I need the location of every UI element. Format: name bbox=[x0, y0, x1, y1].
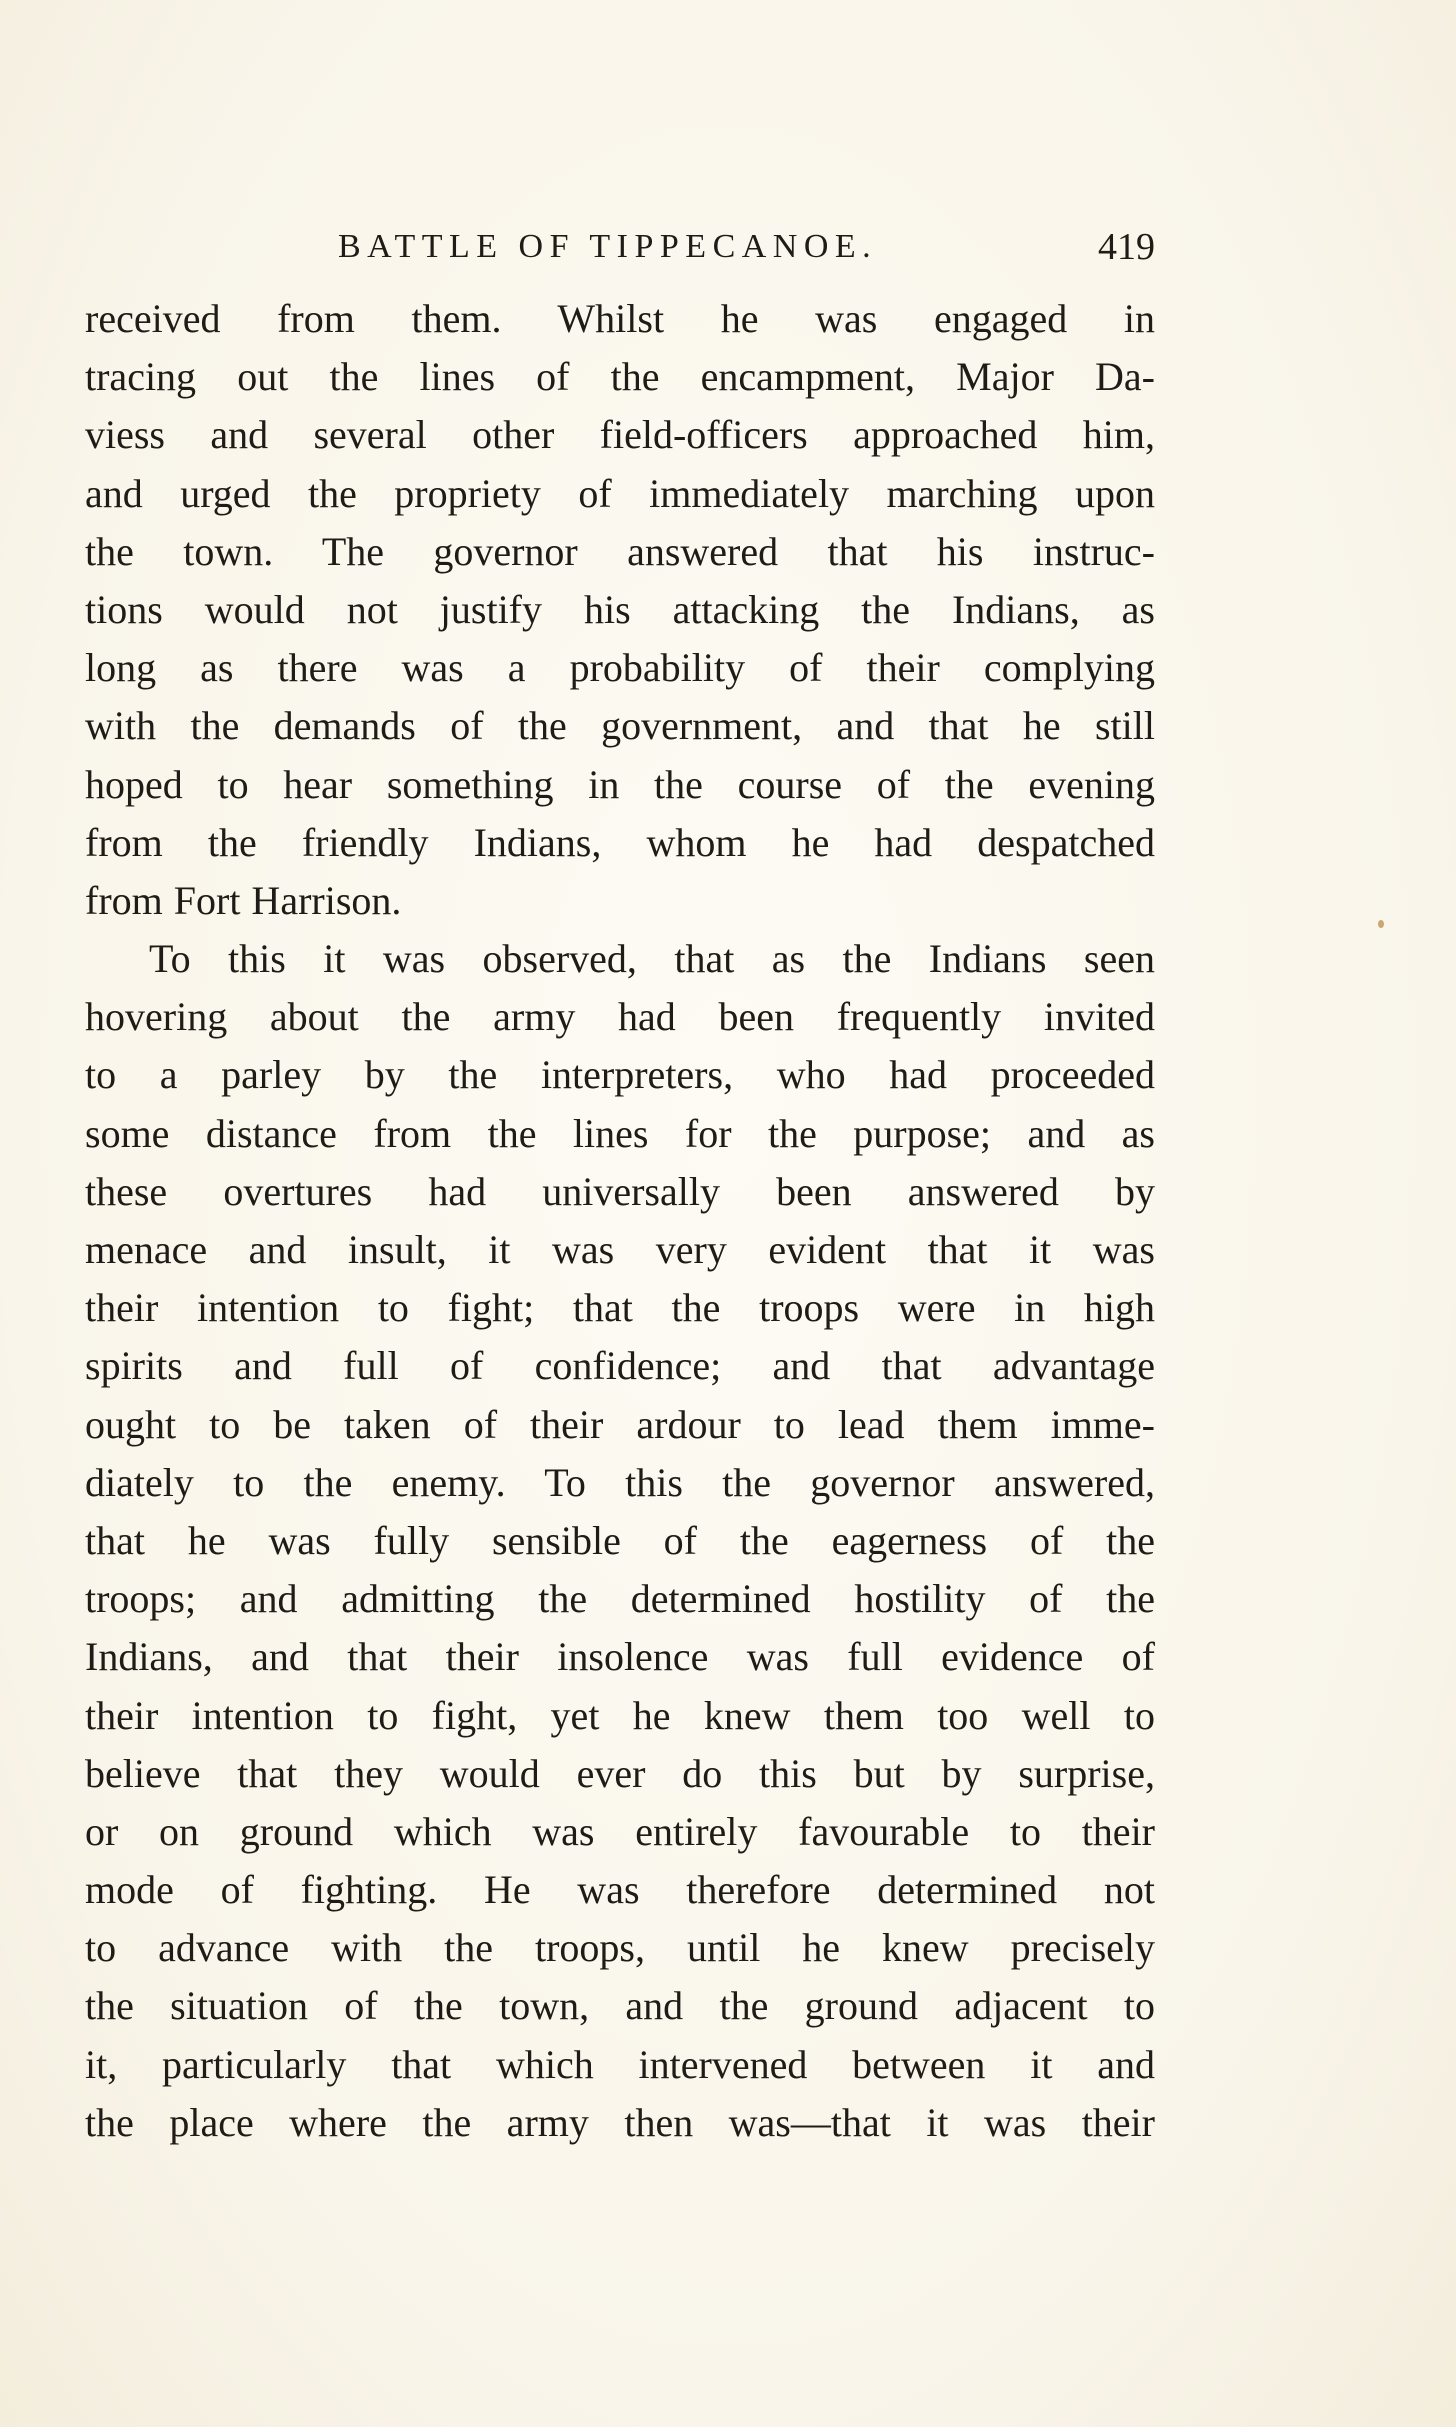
page-number: 419 bbox=[1098, 226, 1155, 268]
text-line: viess and several other field-officers approached him, bbox=[85, 412, 1155, 458]
text-line: or on ground which was entirely favourable to their bbox=[85, 1808, 1155, 1854]
text-line: spirits and full of confidence; and that advantage bbox=[85, 1343, 1155, 1389]
text-line: menace and insult, it was very evident that it was bbox=[85, 1227, 1155, 1272]
text-line: it, particularly that which intervened between it and bbox=[85, 2041, 1155, 2087]
text-line: mode of fighting. He was therefore determined not bbox=[85, 1867, 1155, 1913]
text-line: troops; and admitting the determined hostility of the bbox=[85, 1576, 1155, 1622]
text-line: their intention to fight, yet he knew them too well to bbox=[85, 1692, 1155, 1738]
text-line: tracing out the lines of the encampment, Major Da- bbox=[85, 354, 1155, 400]
text-line: from Fort Harrison. bbox=[85, 877, 402, 923]
text-line: from the friendly Indians, whom he had despatched bbox=[85, 819, 1155, 865]
text-line: believe that they would ever do this but by surprise, bbox=[85, 1750, 1155, 1796]
text-line: some distance from the lines for the purpose; and as bbox=[85, 1110, 1155, 1156]
text-line: the town. The governor answered that his instruc- bbox=[85, 528, 1155, 574]
text-line: Indians, and that their insolence was full evidence of bbox=[85, 1634, 1155, 1680]
text-line: ought to be taken of their ardour to lead them imme- bbox=[85, 1401, 1155, 1447]
text-line: and urged the propriety of immediately marching upon bbox=[85, 470, 1155, 516]
page-header bbox=[85, 222, 1155, 272]
text-line: hovering about the army had been frequently invited bbox=[85, 994, 1155, 1040]
text-line: diately to the enemy. To this the governor answered, bbox=[85, 1459, 1155, 1505]
text-line: to a parley by the interpreters, who had proceeded bbox=[85, 1052, 1155, 1098]
text-line: tions would not justify his attacking the Indians, as bbox=[85, 586, 1155, 632]
text-line: to advance with the troops, until he knew precisely bbox=[85, 1925, 1155, 1971]
text-line: these overtures had universally been answered by bbox=[85, 1168, 1155, 1214]
text-line: received from them. Whilst he was engaged in bbox=[85, 296, 1155, 341]
text-line: hoped to hear something in the course of the evening bbox=[85, 761, 1155, 807]
body-text bbox=[85, 290, 1155, 2152]
paper-speck bbox=[1378, 920, 1384, 928]
text-line: long as there was a probability of their complying bbox=[85, 645, 1155, 691]
running-title: BATTLE OF TIPPECANOE. bbox=[338, 228, 878, 265]
text-line: with the demands of the government, and that he still bbox=[85, 703, 1155, 749]
text-line: that he was fully sensible of the eagerness of the bbox=[85, 1517, 1155, 1563]
text-line: To this it was observed, that as the Indians seen bbox=[149, 936, 1155, 982]
paragraph-1 bbox=[85, 290, 1155, 930]
text-line: the place where the army then was—that it was their bbox=[85, 2099, 1155, 2145]
text-line: their intention to fight; that the troops were in high bbox=[85, 1285, 1155, 1331]
text-line: the situation of the town, and the ground adjacent to bbox=[85, 1983, 1155, 2029]
paragraph-2 bbox=[85, 930, 1155, 2152]
